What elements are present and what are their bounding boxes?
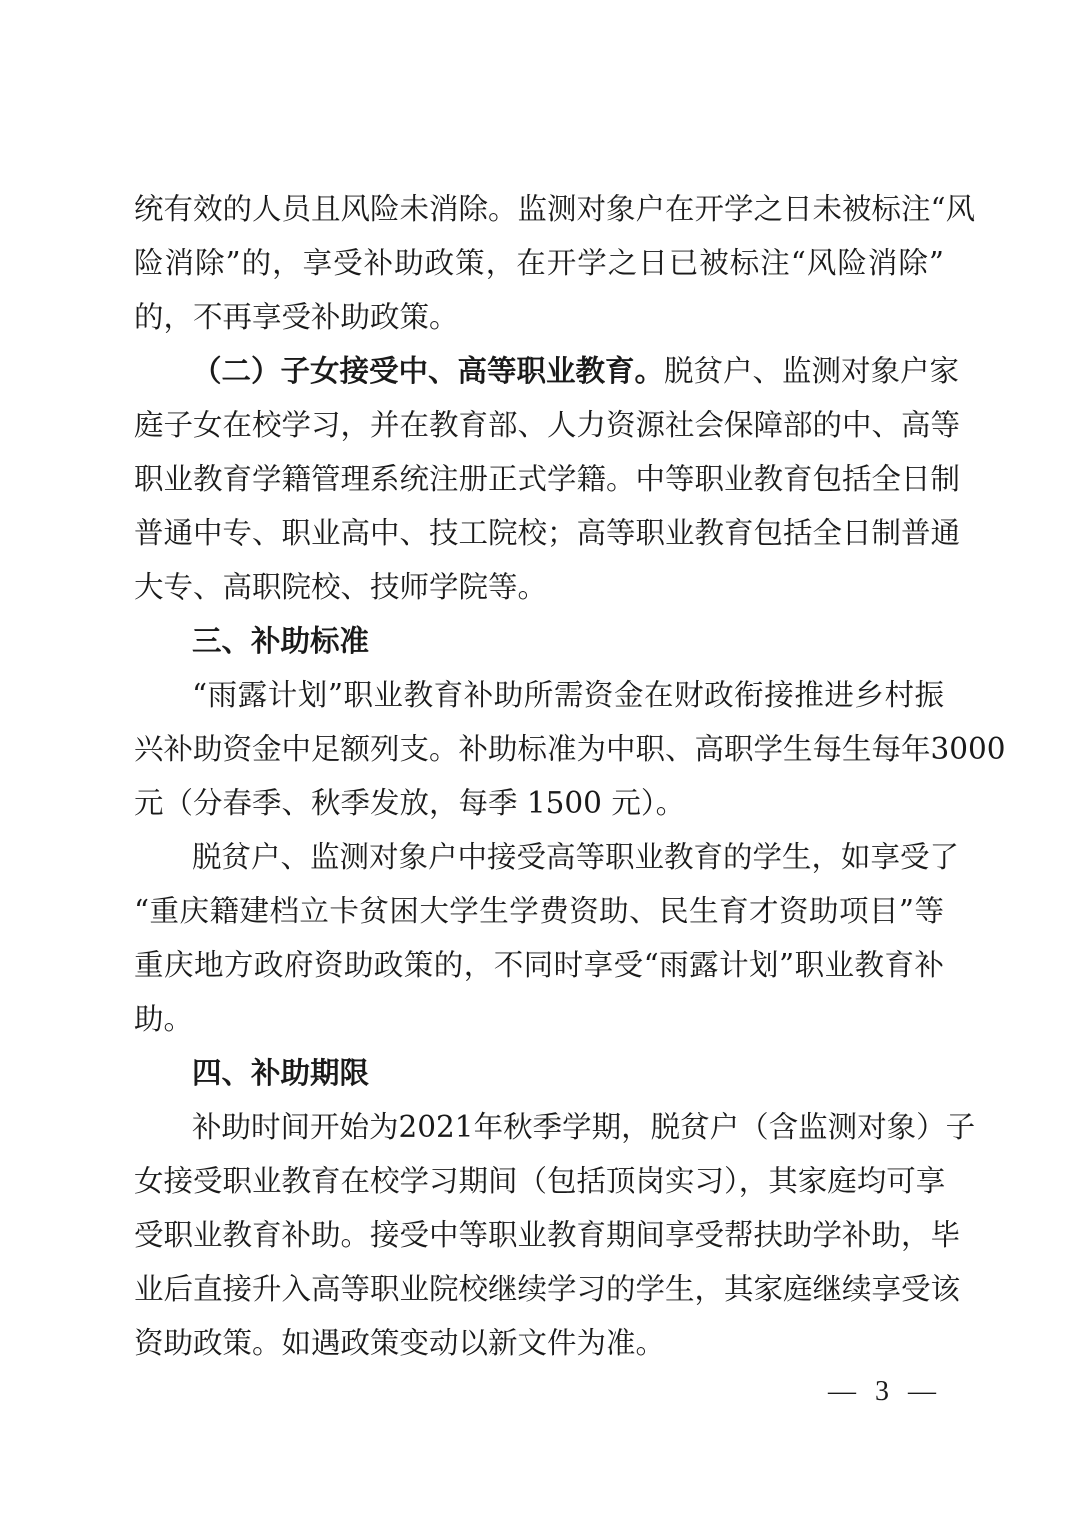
text-fragment: 脱贫户、监测对象户家 <box>664 354 960 388</box>
page-number: — 3 — <box>828 1376 942 1407</box>
text-line: 补助时间开始为2021年秋季学期，脱贫户（含监测对象）子 <box>192 1110 976 1144</box>
text-line: 业后直接升入高等职业院校继续学习的学生，其家庭继续享受该 <box>134 1272 961 1306</box>
section-heading-subsidy-period: 四、补助期限 <box>192 1056 370 1090</box>
text-line: 险消除”的，享受补助政策，在开学之日已被标注“风险消除” <box>134 246 944 280</box>
paragraph-risk-status <box>134 182 976 344</box>
text-line: 脱贫户、监测对象户中接受高等职业教育的学生，如享受了 <box>192 840 960 874</box>
text-line <box>134 344 960 398</box>
text-line: 统有效的人员且风险未消除。监测对象户在开学之日未被标注“风 <box>134 192 976 226</box>
text-line: 助。 <box>134 1002 194 1036</box>
section-heading-subsidy-standard: 三、补助标准 <box>192 624 370 658</box>
paragraph-vocational-education <box>134 344 961 614</box>
paragraph-subsidy-period <box>134 1100 976 1370</box>
subheading-vocational-education: （二）子女接受中、高等职业教育。 <box>192 354 665 388</box>
document-body <box>134 182 1006 1370</box>
text-line: 的，不再享受补助政策。 <box>134 300 459 334</box>
text-line: 元（分春季、秋季发放，每季 1500 元）。 <box>134 786 686 820</box>
text-line: “重庆籍建档立卡贫困大学生学费资助、民生育才资助项目”等 <box>134 894 944 928</box>
text-line: 兴补助资金中足额列支。补助标准为中职、高职学生每生每年3000 <box>134 732 1006 766</box>
paragraph-no-double-subsidy <box>134 830 960 1046</box>
text-line: 女接受职业教育在校学习期间（包括顶岗实习），其家庭均可享 <box>134 1164 946 1198</box>
text-line: “雨露计划”职业教育补助所需资金在财政衔接推进乡村振 <box>192 678 944 712</box>
text-line: 重庆地方政府资助政策的，不同时享受“雨露计划”职业教育补 <box>134 948 944 982</box>
text-line: 受职业教育补助。接受中等职业教育期间享受帮扶助学补助，毕 <box>134 1218 961 1252</box>
text-line: 职业教育学籍管理系统注册正式学籍。中等职业教育包括全日制 <box>134 462 961 496</box>
text-line: 普通中专、职业高中、技工院校；高等职业教育包括全日制普通 <box>134 516 961 550</box>
text-line: 大专、高职院校、技师学院等。 <box>134 570 548 604</box>
text-line: 庭子女在校学习，并在教育部、人力资源社会保障部的中、高等 <box>134 408 961 442</box>
text-line: 资助政策。如遇政策变动以新文件为准。 <box>134 1326 666 1360</box>
paragraph-subsidy-funding <box>134 668 1006 830</box>
